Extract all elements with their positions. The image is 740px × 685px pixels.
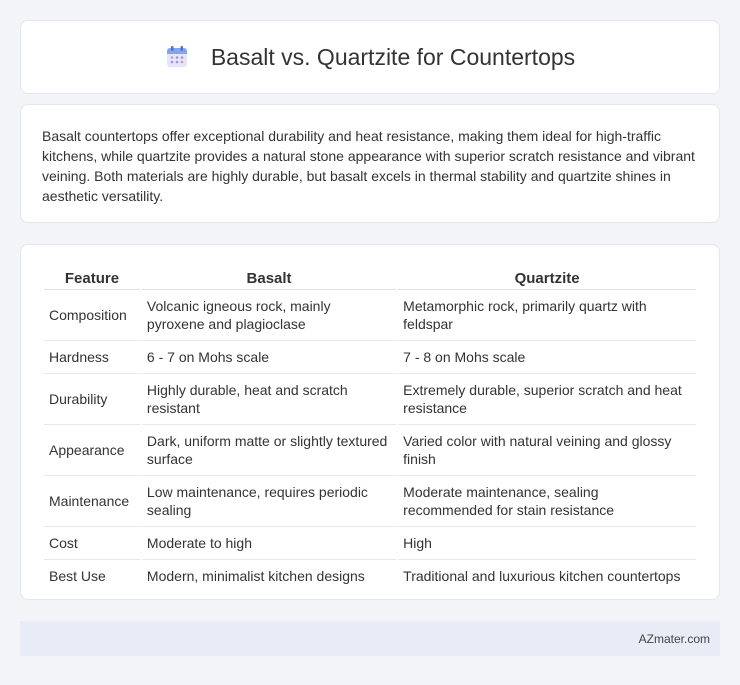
calendar-icon [165, 45, 189, 69]
cell-feature: Maintenance [44, 476, 140, 527]
cell-basalt: 6 - 7 on Mohs scale [142, 341, 396, 374]
table-row [44, 374, 696, 425]
cell-basalt: Moderate to high [142, 527, 396, 560]
cell-feature: Best Use [49, 568, 106, 584]
header-basalt: Basalt [142, 265, 396, 290]
table-row [44, 425, 696, 476]
cell-basalt: Modern, minimalist kitchen designs [146, 568, 365, 584]
footer-bar [20, 621, 720, 656]
table-row [44, 476, 696, 527]
header-feature: Feature [44, 265, 140, 290]
cell-quartzite: Moderate maintenance, sealing recommended for stain resistance [398, 476, 696, 527]
cell-quartzite: Varied color with natural veining and glossy finish [398, 425, 696, 476]
cell-quartzite: Metamorphic rock, primarily quartz with feldspar [398, 290, 696, 341]
cell-feature: Composition [44, 290, 140, 341]
cell-feature: Cost [44, 527, 140, 560]
cell-basalt: Volcanic igneous rock, mainly pyroxene and plagioclase [142, 290, 396, 341]
summary-text: Basalt countertops offer exceptional durability and heat resistance, making them ideal for high-traffic kitchens, while quartzite provides a natural stone appearance with superior scratch resistance and vibrant veining. Both materials are highly durable, but basalt excels in thermal stability and quartzite shines in aesthetic versatility. [42, 128, 695, 204]
table-row [44, 560, 696, 592]
page-title: Basalt vs. Quartzite for Countertops [210, 43, 576, 70]
title-card [20, 20, 720, 94]
cell-basalt: Low maintenance, requires periodic sealing [142, 476, 396, 527]
table-row [44, 527, 696, 560]
cell-basalt: Dark, uniform matte or slightly textured surface [142, 425, 396, 476]
header-quartzite: Quartzite [398, 265, 696, 290]
table-row [44, 341, 696, 374]
cell-quartzite: Traditional and luxurious kitchen countertops [403, 568, 681, 584]
footer-brand[interactable]: AZmater.com [638, 631, 710, 646]
comparison-table [42, 265, 698, 592]
cell-quartzite: Extremely durable, superior scratch and heat resistance [398, 374, 696, 425]
cell-feature: Hardness [44, 341, 140, 374]
cell-basalt: Highly durable, heat and scratch resistant [142, 374, 396, 425]
cell-feature: Durability [44, 374, 140, 425]
cell-quartzite: High [398, 527, 696, 560]
cell-quartzite: 7 - 8 on Mohs scale [398, 341, 696, 374]
comparison-table-card [20, 244, 720, 600]
table-header-row [44, 265, 696, 290]
table-row [44, 290, 696, 341]
summary-card [20, 104, 720, 223]
cell-feature: Appearance [44, 425, 140, 476]
